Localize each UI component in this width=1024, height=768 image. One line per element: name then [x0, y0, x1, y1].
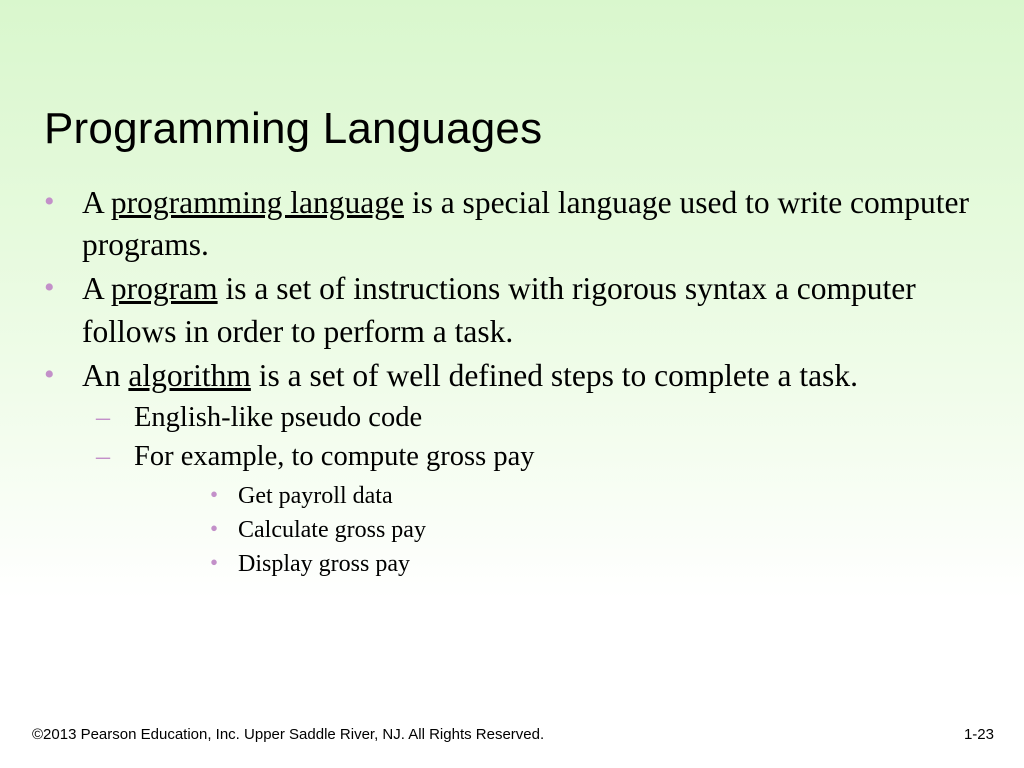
bullet-glyph-icon: •: [44, 271, 55, 305]
list-item: [82, 399, 984, 438]
bullet-text-suffix: is a set of well defined steps to complete a task.: [250, 357, 858, 393]
bullet-list-level1: [40, 182, 984, 581]
bullet-text-suffix: is a set of instructions with rigorous syntax a computer follows in order to perform a task.: [82, 271, 916, 349]
list-item: [40, 268, 984, 352]
dash-glyph-icon: –: [96, 440, 110, 472]
bullet-term: algorithm: [128, 357, 251, 393]
list-item: [134, 547, 984, 581]
page-title: Programming Languages: [44, 104, 543, 154]
bullet-list-level2: [82, 399, 984, 581]
bullet-glyph-icon: •: [210, 515, 219, 541]
bullet-glyph-icon: •: [210, 549, 219, 575]
dash-glyph-icon: –: [96, 402, 110, 434]
sub-bullet-text: English-like pseudo code: [134, 402, 423, 434]
bullet-term: program: [110, 271, 218, 307]
bullet-term: programming language: [110, 185, 404, 220]
list-item: [134, 479, 984, 513]
sub-bullet-text: For example, to compute gross pay: [134, 440, 535, 472]
bullet-list-level3: [134, 479, 984, 581]
list-item: [40, 182, 984, 266]
bullet-text-prefix: An: [82, 357, 129, 393]
bullet-glyph-icon: •: [44, 185, 55, 218]
bullet-text-suffix: is a special language used to write computer programs.: [82, 185, 969, 263]
bullet-glyph-icon: •: [44, 357, 55, 391]
sub-sub-bullet-text: Display gross pay: [238, 550, 410, 577]
footer-copyright: ©2013 Pearson Education, Inc. Upper Saddle River, NJ. All Rights Reserved.: [32, 726, 545, 743]
list-item: [134, 513, 984, 547]
bullet-text-prefix: A: [82, 185, 111, 220]
list-item: [40, 355, 984, 581]
slide-number: 1-23: [963, 726, 994, 743]
sub-sub-bullet-text: Get payroll data: [238, 482, 393, 509]
sub-sub-bullet-text: Calculate gross pay: [238, 516, 426, 543]
bullet-glyph-icon: •: [210, 481, 219, 507]
bullet-text-prefix: A: [82, 271, 111, 307]
list-item: [82, 438, 984, 581]
slide-body: [40, 182, 984, 583]
